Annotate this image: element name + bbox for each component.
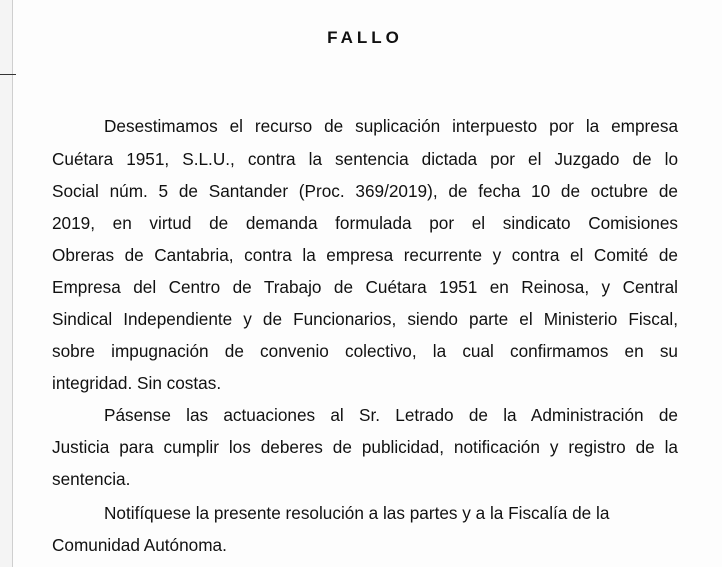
paragraph-1-line-7: Sindical Independiente y de Funcionarios, siendo parte el Ministerio Fiscal, [52, 309, 678, 329]
paragraph-3-line-2: Comunidad Autónoma. [52, 535, 227, 555]
paragraph-2-line-2: Justicia para cumplir los deberes de publicidad, notificación y registro de la [52, 437, 678, 457]
paragraph-2-line-3: sentencia. [52, 469, 131, 489]
paragraph-1-line-3: Social núm. 5 de Santander (Proc. 369/2019), de fecha 10 de octubre de [52, 181, 678, 201]
paragraph-1-line-4: 2019, en virtud de demanda formulada por el sindicato Comisiones [52, 213, 678, 233]
document-title: FALLO [327, 28, 403, 47]
scan-left-edge [0, 0, 13, 567]
paragraph-3-line-1: Notifíquese la presente resolución a las partes y a la Fiscalía de la [104, 503, 610, 523]
paragraph-1-line-8: sobre impugnación de convenio colectivo, la cual confirmamos en su [52, 341, 678, 361]
paragraph-1-line-9: integridad. Sin costas. [52, 373, 222, 393]
paragraph-1-line-6: Empresa del Centro de Trabajo de Cuétara 1951 en Reinosa, y Central [52, 277, 678, 297]
paragraph-1-line-2: Cuétara 1951, S.L.U., contra la sentencia dictada por el Juzgado de lo [52, 149, 678, 169]
paragraph-1-line-1: Desestimamos el recurso de suplicación interpuesto por la empresa [104, 116, 678, 136]
scan-edge-mark [0, 74, 16, 75]
paragraph-1-line-5: Obreras de Cantabria, contra la empresa recurrente y contra el Comité de [52, 245, 678, 265]
paragraph-2-line-1: Pásense las actuaciones al Sr. Letrado de la Administración de [104, 405, 678, 425]
